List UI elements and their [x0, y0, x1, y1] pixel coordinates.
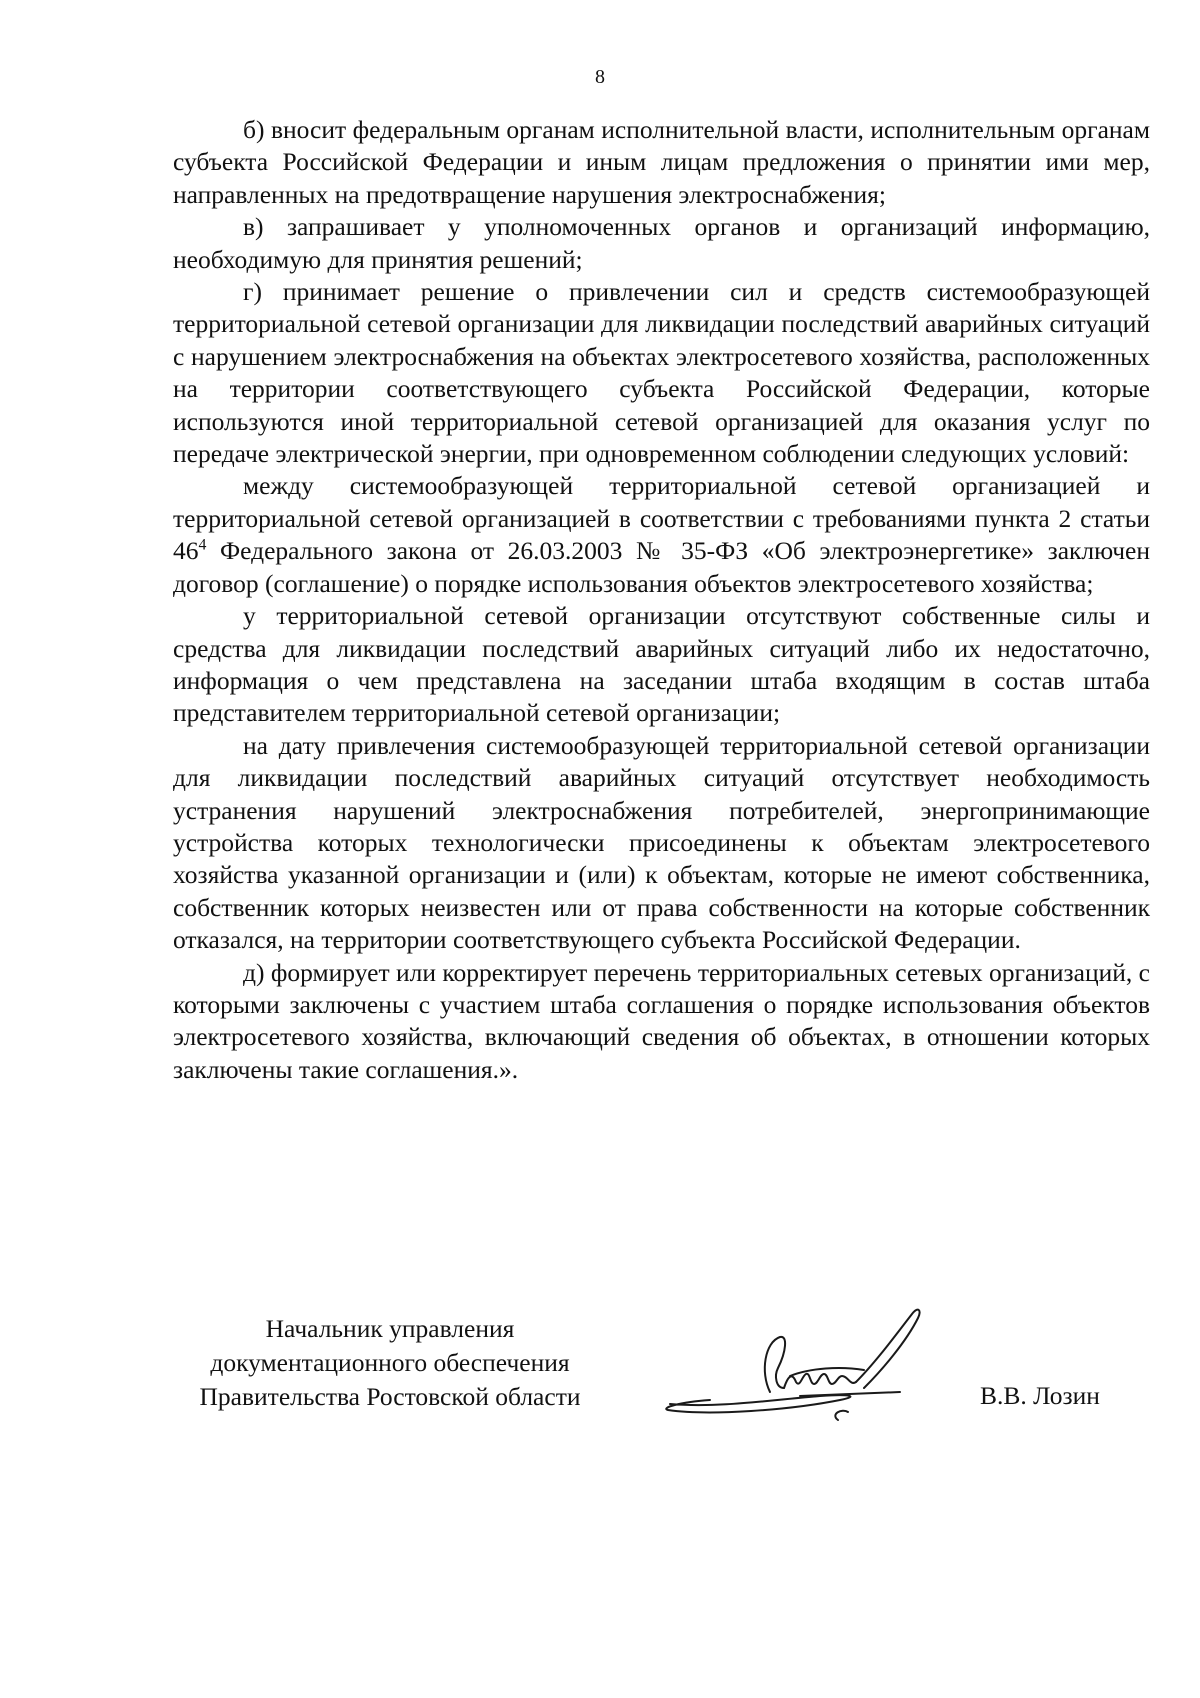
paragraph-v: в) запрашивает у уполномоченных органов и организаций информацию, необходимую для принятия решений;	[173, 212, 1150, 274]
page-number: 8	[595, 66, 605, 88]
signatory-position-line: Начальник управления	[265, 1314, 515, 1343]
signatory-position-line: документационного обеспечения	[210, 1348, 570, 1377]
signatory-position	[160, 1312, 620, 1414]
condition-no-need: на дату привлечения системообразующей территориальной сетевой организации для ликвидации последствий аварийных ситуаций отсутствует необходимость устранения нарушений электроснабжения потребителей, энергопринимающие устройства которых технологически присоединены к объектам электросетевого хозяйства указанной организации и (или) к объектам, которые не имеют собственника, собственник которых неизвестен или от права собственности на которые собственник отказался, на территории соответствующего субъекта Российской Федерации.	[173, 730, 1150, 955]
article-superscript: 4	[198, 536, 207, 554]
condition-no-resources: у территориальной сетевой организации отсутствуют собственные силы и средства для ликвидации последствий аварийных ситуаций либо их недостаточно, информация о чем представлена на заседании штаба входящим в состав штаба представителем территориальной сетевой организации;	[173, 601, 1150, 728]
condition-agreement	[173, 470, 1150, 600]
paragraph-b: б) вносит федеральным органам исполнительной власти, исполнительным органам субъекта Российской Федерации и иным лицам предложения о принятии ими мер, направленных на предотвращение нарушения электроснабжения;	[173, 115, 1150, 209]
document-body	[173, 114, 1150, 1086]
signatory-name: В.В. Лозин	[980, 1381, 1100, 1410]
signatory-position-line: Правительства Ростовской области	[199, 1382, 581, 1411]
handwritten-signature	[650, 1292, 980, 1432]
paragraph-d: д) формирует или корректирует перечень территориальных сетевых организаций, с которыми заключены с участием штаба соглашения о порядке использования объектов электросетевого хозяйства, включающий сведения об объектах, в отношении которых заключены такие соглашения.».	[173, 957, 1150, 1084]
condition-agreement-start: между системообразующей территориальной сетевой организацией и территориальной сетевой организацией в соответствии с требованиями пункта 2 статьи 46	[173, 471, 1150, 566]
condition-agreement-end: Федерального закона от 26.03.2003 № 35-ФЗ «Об электроэнергетике» заключен договор (соглашение) о порядке использования объектов электросетевого хозяйства;	[173, 536, 1150, 598]
paragraph-g: г) принимает решение о привлечении сил и средств системообразующей территориальной сетевой организации для ликвидации последствий аварийных ситуаций с нарушением электроснабжения на объектах электросетевого хозяйства, расположенных на территории соответствующего субъекта Российской Федерации, которые используются иной территориальной сетевой организацией для оказания услуг по передаче электрической энергии, при одновременном соблюдении следующих условий:	[173, 277, 1150, 469]
signature-block	[0, 1312, 1200, 1452]
